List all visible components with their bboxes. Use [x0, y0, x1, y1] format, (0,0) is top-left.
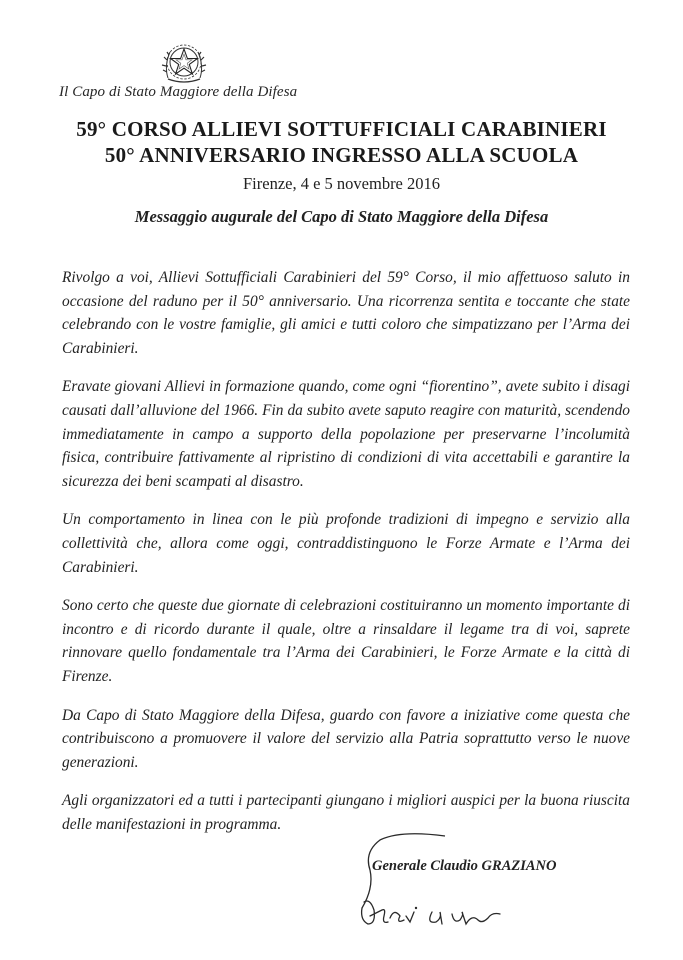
place-date: Firenze, 4 e 5 novembre 2016: [242, 174, 441, 193]
message-body: [62, 266, 630, 851]
paragraph-initiatives: Da Capo di Stato Maggiore della Difesa, guardo con favore a iniziative come questa che contribuiscono a promuovere il valore del servizio alla Patria soprattutto verso le nuove generazioni.: [62, 706, 630, 771]
signer-name: Generale Claudio GRAZIANO: [372, 858, 557, 874]
paragraph-celebration: Sono certo che queste due giornate di celebrazioni costituiranno un momento importante di incontro e di ricordo durante il quale, oltre a rinsaldare il legame tra di voi, saprete rinnovare quello fondamentale tra l’Arma dei Carabinieri, le Forze Armate e la città di Firenze.: [62, 597, 630, 685]
message-subtitle: Messaggio augurale del Capo di Stato Maggiore della Difesa: [134, 207, 549, 226]
title-line-1: 59° CORSO ALLIEVI SOTTUFFICIALI CARABINIERI: [76, 117, 607, 141]
paragraph-tradition: Un comportamento in linea con le più profonde tradizioni di impegno e servizio alla collettività che, allora come oggi, contraddistinguono le Forze Armate e l’Arma dei Carabinieri.: [62, 511, 630, 576]
title-line-2: 50° ANNIVERSARIO INGRESSO ALLA SCUOLA: [104, 143, 579, 167]
handwritten-signature: [340, 828, 540, 938]
paragraph-greeting: Rivolgo a voi, Allievi Sottufficiali Carabinieri del 59° Corso, il mio affettuoso saluto in occasione del raduno per il 50° anniversario. Una ricorrenza sentita e toccante che state celebrando con le vostre famiglie, gli amici e tutti coloro che simpatizzano per l’Arma dei Carabinieri.: [62, 269, 630, 357]
paragraph-wishes: Agli organizzatori ed a tutti i partecipanti giungano i migliori auspici per la buona riuscita delle manifestazioni in programma.: [62, 792, 630, 833]
letterhead-office: Il Capo di Stato Maggiore della Difesa: [59, 84, 298, 100]
paragraph-flood: Eravate giovani Allievi in formazione quando, come ogni “fiorentino”, avete subito i disagi causati dall’alluvione del 1966. Fin da subito avete saputo reagire con maturità, scendendo immediatamente in campo a supporto della popolazione per preservarne l’incolumità fisica, contribuire fattivamente al ripristino di condizioni di vita accettabili e garantire la sicurezza dei beni scampati al disastro.: [62, 378, 630, 490]
italian-republic-emblem-icon: [158, 38, 210, 86]
